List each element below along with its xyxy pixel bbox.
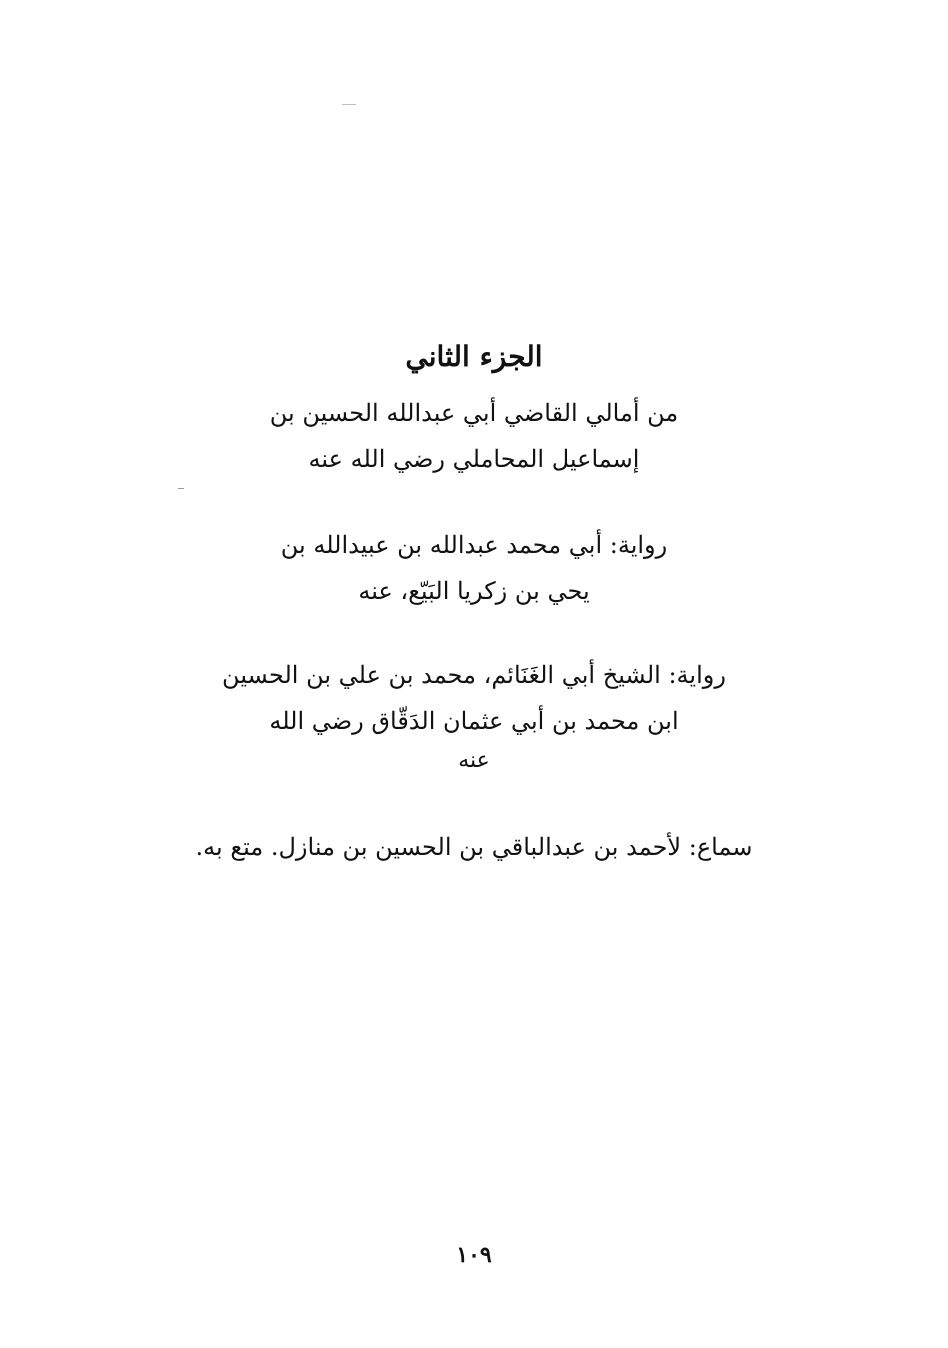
samaa-line: سماع: لأحمد بن عبدالباقي بن الحسين بن منازل. متع به. [195, 833, 753, 861]
riwaya-2-line-2: ابن محمد بن أبي عثمان الدَقّاق رضي الله [269, 707, 679, 735]
riwaya-1-line-2: يحي بن زكريا البَيّع، عنه [358, 577, 590, 605]
part-title: الجزء الثاني [405, 340, 543, 373]
riwaya-1-line-1: رواية: أبي محمد عبدالله بن عبيدالله بن [280, 531, 668, 559]
scan-speck [342, 104, 356, 105]
subtitle-line-1: من أمالي القاضي أبي عبدالله الحسين بن [269, 399, 679, 427]
riwaya-2-line-3: عنه [458, 748, 490, 773]
subtitle-line-2: إسماعيل المحاملي رضي الله عنه [308, 445, 640, 473]
scan-speck [178, 488, 184, 489]
page-number: ١٠٩ [456, 1242, 492, 1268]
riwaya-2-line-1: رواية: الشيخ أبي الغَنَائم، محمد بن علي بن الحسين [222, 661, 726, 689]
